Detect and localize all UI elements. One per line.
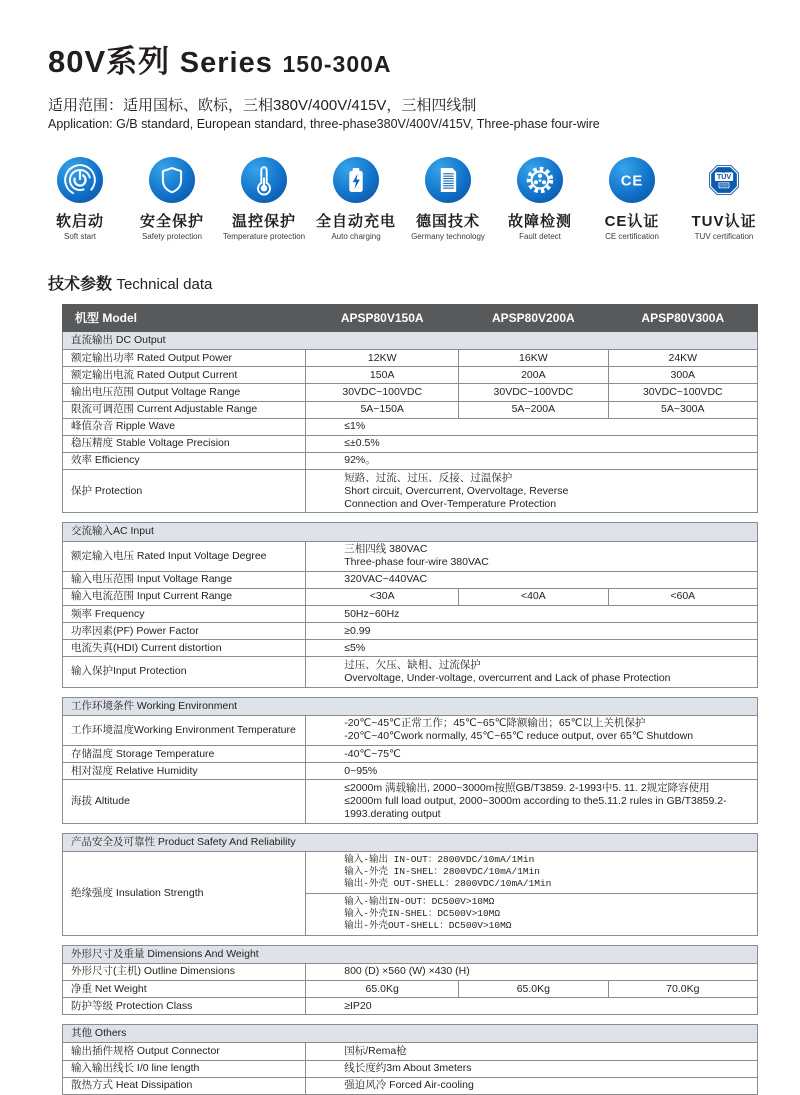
svg-text:CE: CE — [620, 173, 644, 190]
insulation-line: 输入-外壳IN-SHEL：DC500V>10MΩ — [344, 908, 501, 920]
title-series-en: Series — [179, 47, 273, 79]
model-header-row — [63, 305, 758, 332]
spec-value: 70.0Kg — [608, 981, 757, 998]
row-outline-dimensions — [63, 963, 758, 980]
feature-tuv-certification — [678, 157, 770, 241]
spec-label: 输出电压范围 Output Voltage Range — [63, 384, 306, 401]
feature-label-zh: CE认证 — [604, 213, 660, 230]
row-input-voltage-range — [63, 571, 758, 588]
model-name-150a: APSP80V150A — [306, 305, 459, 332]
working-temp-en: -20℃~40℃work normally, 45℃~65℃ reduce output, over 65℃ Shutdown — [344, 730, 694, 743]
spec-value: 50Hz~60Hz — [306, 606, 758, 623]
spec-value: 16KW — [459, 350, 608, 367]
row-output-connector — [63, 1043, 758, 1060]
row-rated-output-current — [63, 367, 758, 384]
spec-label: 输入保护Input Protection — [63, 657, 306, 687]
feature-label-en: Safety protection — [141, 232, 203, 241]
spec-value: 800 (D) ×560 (W) ×430 (H) — [306, 963, 758, 980]
spec-label: 绝缘强度 Insulation Strength — [63, 851, 306, 935]
spec-table-others — [62, 1024, 758, 1095]
protection-line-en1: Short circuit, Overcurrent, Overvoltage, Reverse — [344, 484, 569, 497]
section-product-safety — [63, 833, 758, 851]
row-efficiency — [63, 452, 758, 469]
battery-charging-icon — [333, 157, 379, 203]
section-title: 交流输入AC Input — [63, 523, 758, 541]
input-protection-zh: 过压、欠压、缺相、过流保护 — [344, 658, 481, 671]
feature-label-zh: 全自动充电 — [315, 213, 396, 230]
thermometer-icon — [241, 157, 287, 203]
insulation-hipot-block — [306, 852, 757, 893]
model-name-200a: APSP80V200A — [459, 305, 608, 332]
spec-value: 5A~300A — [608, 401, 757, 418]
insulation-line: 输出-外壳OUT-SHELL：DC500V>10MΩ — [344, 920, 512, 932]
spec-label: 海拔 Altitude — [63, 780, 306, 823]
spec-label: 输出插件规格 Output Connector — [63, 1043, 306, 1060]
spec-label: 限流可调范围 Current Adjustable Range — [63, 401, 306, 418]
spec-table-product-safety — [62, 833, 758, 936]
row-io-line-length — [63, 1060, 758, 1077]
spec-value: ≤±0.5% — [306, 435, 758, 452]
row-rated-input-voltage — [63, 541, 758, 571]
technical-data-heading-en: Technical data — [116, 276, 213, 293]
protection-line-zh: 短路、过流、过压、反接、过温保护 — [344, 471, 513, 484]
spec-value: <30A — [306, 588, 459, 605]
application-scope-en: Application: G/B standard, European standard, three-phase380V/400V/415V, Three-phase four-wire — [48, 117, 600, 131]
spec-value — [306, 780, 758, 823]
technical-data-heading — [48, 271, 800, 294]
row-current-adjustable-range — [63, 401, 758, 418]
spec-value: ≥0.99 — [306, 623, 758, 640]
feature-label-en: Auto charging — [331, 232, 381, 241]
insulation-line: 输入-输出IN-OUT：DC500V>10MΩ — [344, 895, 495, 907]
feature-germany-technology — [402, 157, 494, 241]
feature-safety-protection — [126, 157, 218, 241]
feature-label-en: Soft start — [63, 232, 96, 241]
row-current-distortion — [63, 640, 758, 657]
section-title: 直流输出 DC Output — [63, 332, 758, 350]
spec-value: 65.0Kg — [459, 981, 608, 998]
input-protection-en: Overvoltage, Under-voltage, overcurrent and Lack of phase Protection — [344, 672, 671, 684]
soft-start-icon — [57, 157, 103, 203]
spec-label: 防护等级 Protection Class — [63, 998, 306, 1015]
rated-input-voltage-en: Three-phase four-wire 380VAC — [344, 556, 489, 569]
rated-input-voltage-zh: 三相四线 380VAC — [344, 543, 428, 555]
page-title — [48, 36, 752, 81]
svg-text:SÜD: SÜD — [720, 183, 728, 188]
row-ripple-wave — [63, 418, 758, 435]
spec-value: 200A — [459, 367, 608, 384]
spec-value — [306, 851, 758, 935]
model-name-300a: APSP80V300A — [608, 305, 757, 332]
model-header-label: 机型 Model — [63, 305, 306, 332]
spec-label: 存储温度 Storage Temperature — [63, 746, 306, 763]
row-storage-temperature — [63, 746, 758, 763]
row-heat-dissipation — [63, 1077, 758, 1094]
tuv-icon — [701, 157, 747, 203]
spec-value: 92%。 — [306, 452, 758, 469]
title-current-range: 150-300A — [282, 51, 392, 77]
spec-label: 额定输入电压 Rated Input Voltage Degree — [63, 541, 306, 571]
spec-label: 电流失真(HDI) Current distortion — [63, 640, 306, 657]
feature-label-zh: 温控保护 — [231, 213, 296, 230]
insulation-line: 输入-输出 IN-OUT：2800VDC/10mA/1Min — [344, 853, 535, 865]
row-input-protection — [63, 657, 758, 687]
feature-label-en: TUV certification — [694, 232, 754, 241]
spec-value: 国标/Rema枪 — [306, 1043, 758, 1060]
feature-soft-start — [34, 157, 126, 241]
section-others — [63, 1025, 758, 1043]
section-working-environment — [63, 697, 758, 715]
spec-value: 线长度约3m About 3meters — [306, 1060, 758, 1077]
spec-label: 额定输出电流 Rated Output Current — [63, 367, 306, 384]
spec-label: 外形尺寸(主机) Outline Dimensions — [63, 963, 306, 980]
spec-value: 0~95% — [306, 763, 758, 780]
spec-value — [306, 470, 758, 513]
spec-value: ≥IP20 — [306, 998, 758, 1015]
row-stable-voltage-precision — [63, 435, 758, 452]
spec-value: <40A — [459, 588, 608, 605]
feature-fault-detect — [494, 157, 586, 241]
spec-value — [306, 657, 758, 687]
spec-value: 24KW — [608, 350, 757, 367]
spec-label: 相对湿度 Relative Humidity — [63, 763, 306, 780]
spec-label: 输入电压范围 Input Voltage Range — [63, 571, 306, 588]
spec-table-dimensions-weight — [62, 945, 758, 1016]
spec-value: <60A — [608, 588, 757, 605]
feature-ce-certification — [586, 157, 678, 241]
spec-label: 工作环境温度Working Environment Temperature — [63, 715, 306, 745]
row-relative-humidity — [63, 763, 758, 780]
section-title: 外形尺寸及重量 Dimensions And Weight — [63, 945, 758, 963]
spec-value: 强迫风冷 Forced Air-cooling — [306, 1077, 758, 1094]
insulation-resistance-block — [306, 893, 757, 935]
feature-auto-charging — [310, 157, 402, 241]
altitude-zh: ≤2000m 满载输出, 2000~3000m按照GB/T3859. 2-1993中5. 11. 2规定降容使用 — [344, 781, 710, 794]
spec-value — [306, 715, 758, 745]
row-rated-output-power — [63, 350, 758, 367]
spec-label: 散热方式 Heat Dissipation — [63, 1077, 306, 1094]
spec-value: 5A~150A — [306, 401, 459, 418]
ce-icon — [609, 157, 655, 203]
spec-label: 频率 Frequency — [63, 606, 306, 623]
row-net-weight — [63, 981, 758, 998]
spec-table-working-environment — [62, 697, 758, 824]
altitude-en2: 1993.derating output — [344, 808, 441, 820]
feature-label-en: Fault detect — [519, 232, 561, 241]
section-ac-input — [63, 523, 758, 541]
spec-label: 稳压精度 Stable Voltage Precision — [63, 435, 306, 452]
spec-label: 峰值杂音 Ripple Wave — [63, 418, 306, 435]
row-insulation-strength — [63, 851, 758, 935]
feature-label-zh: 安全保护 — [139, 213, 204, 230]
feature-label-zh: 故障检测 — [507, 213, 572, 230]
section-title: 工作环境条件 Working Environment — [63, 697, 758, 715]
spec-table-ac-input — [62, 522, 758, 687]
spec-label: 净重 Net Weight — [63, 981, 306, 998]
section-dc-output — [63, 332, 758, 350]
section-title: 其他 Others — [63, 1025, 758, 1043]
application-scope-zh: 适用范围：适用国标、欧标，三相380V/400V/415V，三相四线制 — [48, 97, 477, 114]
spec-label: 效率 Efficiency — [63, 452, 306, 469]
spec-value: 65.0Kg — [306, 981, 459, 998]
altitude-en1: ≤2000m full load output, 2000~3000m according to the5.11.2 rules in GB/T3859.2- — [344, 794, 727, 807]
insulation-line: 输出-外壳 OUT-SHELL：2800VDC/10mA/1Min — [344, 878, 552, 890]
shield-icon — [149, 157, 195, 203]
feature-temperature-protection — [218, 157, 310, 241]
spec-value: 12KW — [306, 350, 459, 367]
insulation-line: 输入-外壳 IN-SHEL：2800VDC/10mA/1Min — [344, 866, 540, 878]
spec-value: 5A~200A — [459, 401, 608, 418]
spec-value: ≤5% — [306, 640, 758, 657]
feature-label-en: Germany technology — [411, 232, 485, 241]
spec-label: 功率因素(PF) Power Factor — [63, 623, 306, 640]
spec-value: 30VDC~100VDC — [459, 384, 608, 401]
row-protection-class — [63, 998, 758, 1015]
technical-data-heading-zh: 技术参数 — [48, 276, 113, 293]
spec-value: 150A — [306, 367, 459, 384]
title-series-zh: 80V系列 — [48, 44, 171, 79]
spec-table-dc-output — [62, 304, 758, 513]
spec-label: 额定输出功率 Rated Output Power — [63, 350, 306, 367]
section-dimensions-weight — [63, 945, 758, 963]
feature-label-zh: TUV认证 — [691, 213, 757, 230]
row-output-voltage-range — [63, 384, 758, 401]
row-power-factor — [63, 623, 758, 640]
document-icon — [425, 157, 471, 203]
working-temp-zh: -20℃~45℃正常工作；45℃~65℃降额输出；65℃以上关机保护 — [344, 717, 646, 730]
spec-value: 300A — [608, 367, 757, 384]
svg-text:TÜV: TÜV — [716, 173, 732, 182]
spec-value: 30VDC~100VDC — [608, 384, 757, 401]
feature-label-en: Temperature protection — [222, 232, 306, 241]
feature-icons-row — [0, 131, 800, 241]
feature-label-en: CE certification — [605, 232, 659, 241]
row-protection — [63, 470, 758, 513]
protection-line-en2: Connection and Over-Temperature Protection — [344, 497, 557, 510]
spec-value — [306, 541, 758, 571]
spec-value: 320VAC~440VAC — [306, 571, 758, 588]
feature-label-zh: 软启动 — [55, 213, 104, 230]
row-working-temperature — [63, 715, 758, 745]
spec-label: 输入输出线长 I/0 line length — [63, 1060, 306, 1077]
spec-label: 输入电流范围 Input Current Range — [63, 588, 306, 605]
gear-icon — [517, 157, 563, 203]
spec-value: 30VDC~100VDC — [306, 384, 459, 401]
spec-label: 保护 Protection — [63, 470, 306, 513]
section-title: 产品安全及可靠性 Product Safety And Reliability — [63, 833, 758, 851]
row-input-current-range — [63, 588, 758, 605]
row-altitude — [63, 780, 758, 823]
feature-label-zh: 德国技术 — [415, 213, 480, 230]
spec-value: -40℃~75℃ — [306, 746, 758, 763]
page-header — [0, 0, 800, 131]
row-frequency — [63, 606, 758, 623]
spec-value: ≤1% — [306, 418, 758, 435]
